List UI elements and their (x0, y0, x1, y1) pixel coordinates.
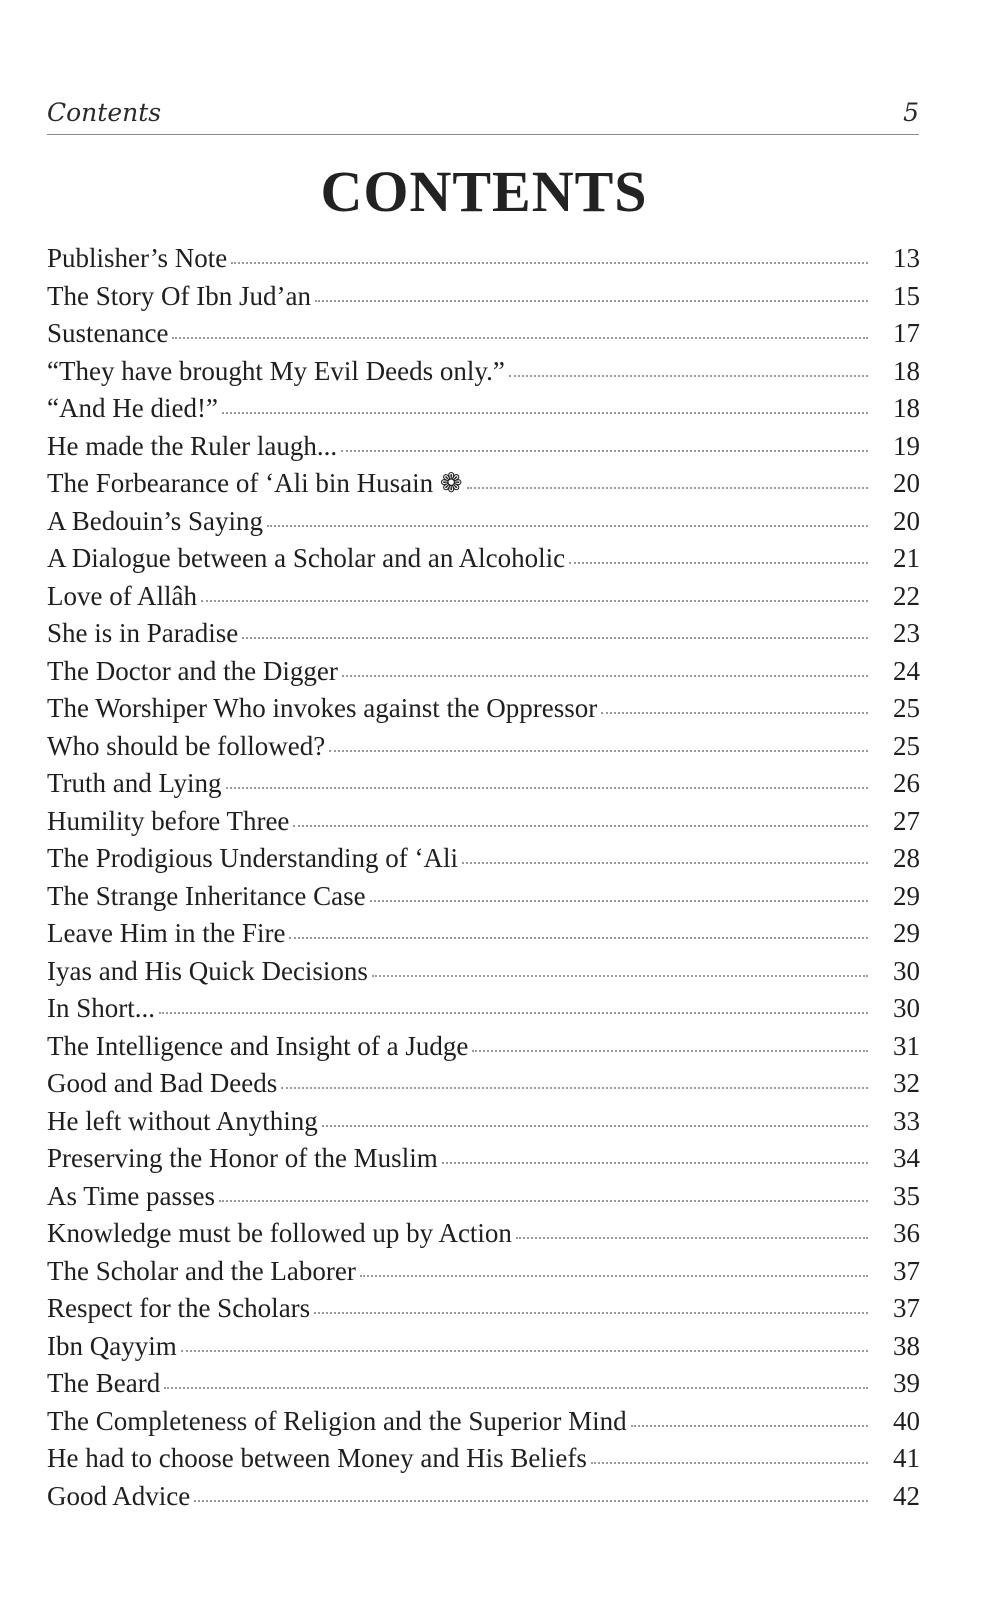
toc-entry-page-number: 35 (893, 1180, 920, 1211)
toc-entry (47, 993, 920, 1031)
toc-entry-title: Sustenance (47, 318, 169, 348)
toc-entry (47, 656, 920, 694)
toc-entry-title: The Beard (47, 1368, 161, 1398)
dot-leader (281, 1087, 868, 1089)
dot-leader (194, 1500, 868, 1502)
dot-leader (442, 1162, 868, 1164)
toc-entry (47, 581, 920, 619)
toc-entry (47, 468, 920, 506)
toc-entry (47, 618, 920, 656)
dot-leader (569, 562, 868, 564)
dot-leader (360, 1275, 868, 1277)
toc-entry-title: Respect for the Scholars (47, 1293, 311, 1323)
toc-entry (47, 956, 920, 994)
toc-entry (47, 318, 920, 356)
dot-leader (462, 862, 868, 864)
running-head-page-number: 5 (903, 98, 919, 127)
dot-leader (509, 375, 868, 377)
toc-entry-title: “And He died!” (47, 393, 218, 423)
toc-entry (47, 1481, 920, 1519)
toc-entry (47, 281, 920, 319)
dot-leader (467, 487, 869, 489)
toc-entry-title: The Doctor and the Digger (47, 655, 338, 686)
toc-entry-page-number: 29 (893, 880, 920, 911)
toc-entry-title: Publisher’s Note (47, 243, 228, 273)
toc-entry-title: A Bedouin’s Saying (47, 505, 264, 536)
toc-entry (47, 843, 920, 881)
toc-entry-title: Who should be followed? (47, 730, 326, 761)
dot-leader (226, 787, 868, 789)
toc-entry-title: Leave Him in the Fire (47, 918, 286, 948)
toc-entry-title: The Completeness of Religion and the Superior Mind (47, 1405, 627, 1436)
toc-entry-page-number: 19 (893, 430, 920, 461)
running-head (47, 98, 919, 135)
toc-entry-page-number: 33 (893, 1105, 920, 1136)
toc-entry-title: The Strange Inheritance Case (47, 880, 366, 911)
toc-entry-title: Truth and Lying (47, 768, 222, 798)
dot-leader (341, 450, 868, 452)
dot-leader (315, 300, 868, 302)
toc-entry-title: In Short... (47, 993, 155, 1023)
running-head-title: Contents (47, 98, 162, 127)
toc-entry-title: He left without Anything (47, 1105, 318, 1136)
toc-entry-title: The Scholar and the Laborer (47, 1255, 356, 1286)
dot-leader (329, 750, 868, 752)
toc-entry (47, 1181, 920, 1219)
toc-entry-title: The Forbearance of ‘Ali bin Husain ❁ (47, 468, 463, 498)
toc-entry-title: Preserving the Honor of the Muslim (47, 1143, 438, 1173)
toc-entry-title: He had to choose between Money and His Beliefs (47, 1443, 587, 1473)
dot-leader (201, 600, 868, 602)
toc-entry (47, 806, 920, 844)
toc-entry (47, 393, 920, 431)
toc-entry-title: He made the Ruler laugh... (47, 430, 338, 461)
toc-entry (47, 1143, 920, 1181)
dot-leader (172, 337, 868, 339)
toc-entry-page-number: 36 (893, 1218, 920, 1248)
toc-entry (47, 1443, 920, 1481)
dot-leader (370, 900, 868, 902)
toc-entry (47, 1293, 920, 1331)
toc-entry-title: Knowledge must be followed up by Action (47, 1218, 512, 1248)
dot-leader (342, 675, 868, 677)
toc-entry-page-number: 18 (893, 393, 920, 423)
toc-entry (47, 1256, 920, 1294)
toc-entry-page-number: 38 (893, 1330, 920, 1361)
toc-entry-page-number: 24 (893, 655, 920, 686)
toc-entry (47, 1331, 920, 1369)
toc-entry-page-number: 26 (893, 768, 920, 798)
dot-leader (289, 937, 868, 939)
toc-entry-page-number: 30 (893, 993, 920, 1023)
toc-entry (47, 1106, 920, 1144)
toc-entry-page-number: 39 (893, 1368, 920, 1398)
toc-entry-page-number: 17 (893, 318, 920, 348)
dot-leader (631, 1425, 868, 1427)
dot-leader (159, 1012, 868, 1014)
toc-entry-page-number: 40 (893, 1405, 920, 1436)
toc-entry-page-number: 31 (893, 1030, 920, 1061)
dot-leader (219, 1200, 868, 1202)
toc-entry (47, 1218, 920, 1256)
toc-entry-page-number: 30 (893, 955, 920, 986)
toc-entry (47, 1031, 920, 1069)
toc-entry (47, 356, 920, 394)
toc-entry-page-number: 32 (893, 1068, 920, 1098)
dot-leader (372, 975, 868, 977)
toc-entry-page-number: 21 (893, 543, 920, 573)
toc-entry-page-number: 25 (893, 730, 920, 761)
dot-leader (322, 1125, 868, 1127)
toc-entry (47, 543, 920, 581)
dot-leader (231, 262, 868, 264)
toc-entry (47, 1368, 920, 1406)
toc-entry-page-number: 29 (893, 918, 920, 948)
toc-entry (47, 1068, 920, 1106)
toc-entry-title: Ibn Qayyim (47, 1330, 177, 1361)
toc-entry (47, 243, 920, 281)
toc-entry (47, 431, 920, 469)
toc-entry-title: “They have brought My Evil Deeds only.” (47, 355, 505, 386)
toc-entry-title: The Prodigious Understanding of ‘Ali (47, 843, 458, 873)
dot-leader (242, 637, 868, 639)
toc-entry-title: Humility before Three (47, 805, 290, 836)
toc-entry-page-number: 27 (893, 805, 920, 836)
toc-entry-title: The Intelligence and Insight of a Judge (47, 1030, 469, 1061)
toc-entry-title: As Time passes (47, 1180, 216, 1211)
toc-entry-page-number: 20 (893, 468, 920, 498)
toc-entry-page-number: 25 (893, 693, 920, 723)
toc-entry-title: A Dialogue between a Scholar and an Alcoholic (47, 543, 566, 573)
toc-entry-page-number: 18 (893, 355, 920, 386)
toc-entry-page-number: 15 (893, 280, 920, 311)
toc-entry (47, 1406, 920, 1444)
toc-entry (47, 768, 920, 806)
dot-leader (293, 825, 868, 827)
dot-leader (164, 1387, 868, 1389)
toc-entry-page-number: 37 (893, 1293, 920, 1323)
page-title: CONTENTS (320, 159, 648, 224)
toc-entry-page-number: 37 (893, 1255, 920, 1286)
toc-entry-page-number: 34 (893, 1143, 920, 1173)
toc-entry-title: The Worshiper Who invokes against the Oppressor (47, 693, 598, 723)
table-of-contents (47, 243, 920, 1518)
toc-entry-title: The Story Of Ibn Jud’an (47, 280, 311, 311)
toc-entry-page-number: 22 (893, 580, 920, 611)
toc-entry-page-number: 13 (893, 243, 920, 273)
toc-entry-title: Iyas and His Quick Decisions (47, 955, 368, 986)
toc-entry (47, 731, 920, 769)
dot-leader (472, 1050, 868, 1052)
toc-entry-title: She is in Paradise (47, 618, 239, 648)
toc-entry-title: Good and Bad Deeds (47, 1068, 278, 1098)
dot-leader (601, 712, 868, 714)
toc-entry-page-number: 28 (893, 843, 920, 873)
toc-entry-page-number: 41 (893, 1443, 920, 1473)
dot-leader (181, 1350, 868, 1352)
toc-entry (47, 506, 920, 544)
toc-entry-title: Love of Allâh (47, 580, 197, 611)
toc-entry-page-number: 23 (893, 618, 920, 648)
dot-leader (314, 1312, 868, 1314)
toc-entry (47, 918, 920, 956)
toc-entry-page-number: 20 (893, 505, 920, 536)
dot-leader (267, 525, 868, 527)
toc-entry (47, 693, 920, 731)
dot-leader (516, 1237, 868, 1239)
dot-leader (591, 1462, 868, 1464)
toc-entry (47, 881, 920, 919)
toc-entry-title: Good Advice (47, 1480, 191, 1511)
toc-entry-page-number: 42 (893, 1480, 920, 1511)
dot-leader (222, 412, 868, 414)
